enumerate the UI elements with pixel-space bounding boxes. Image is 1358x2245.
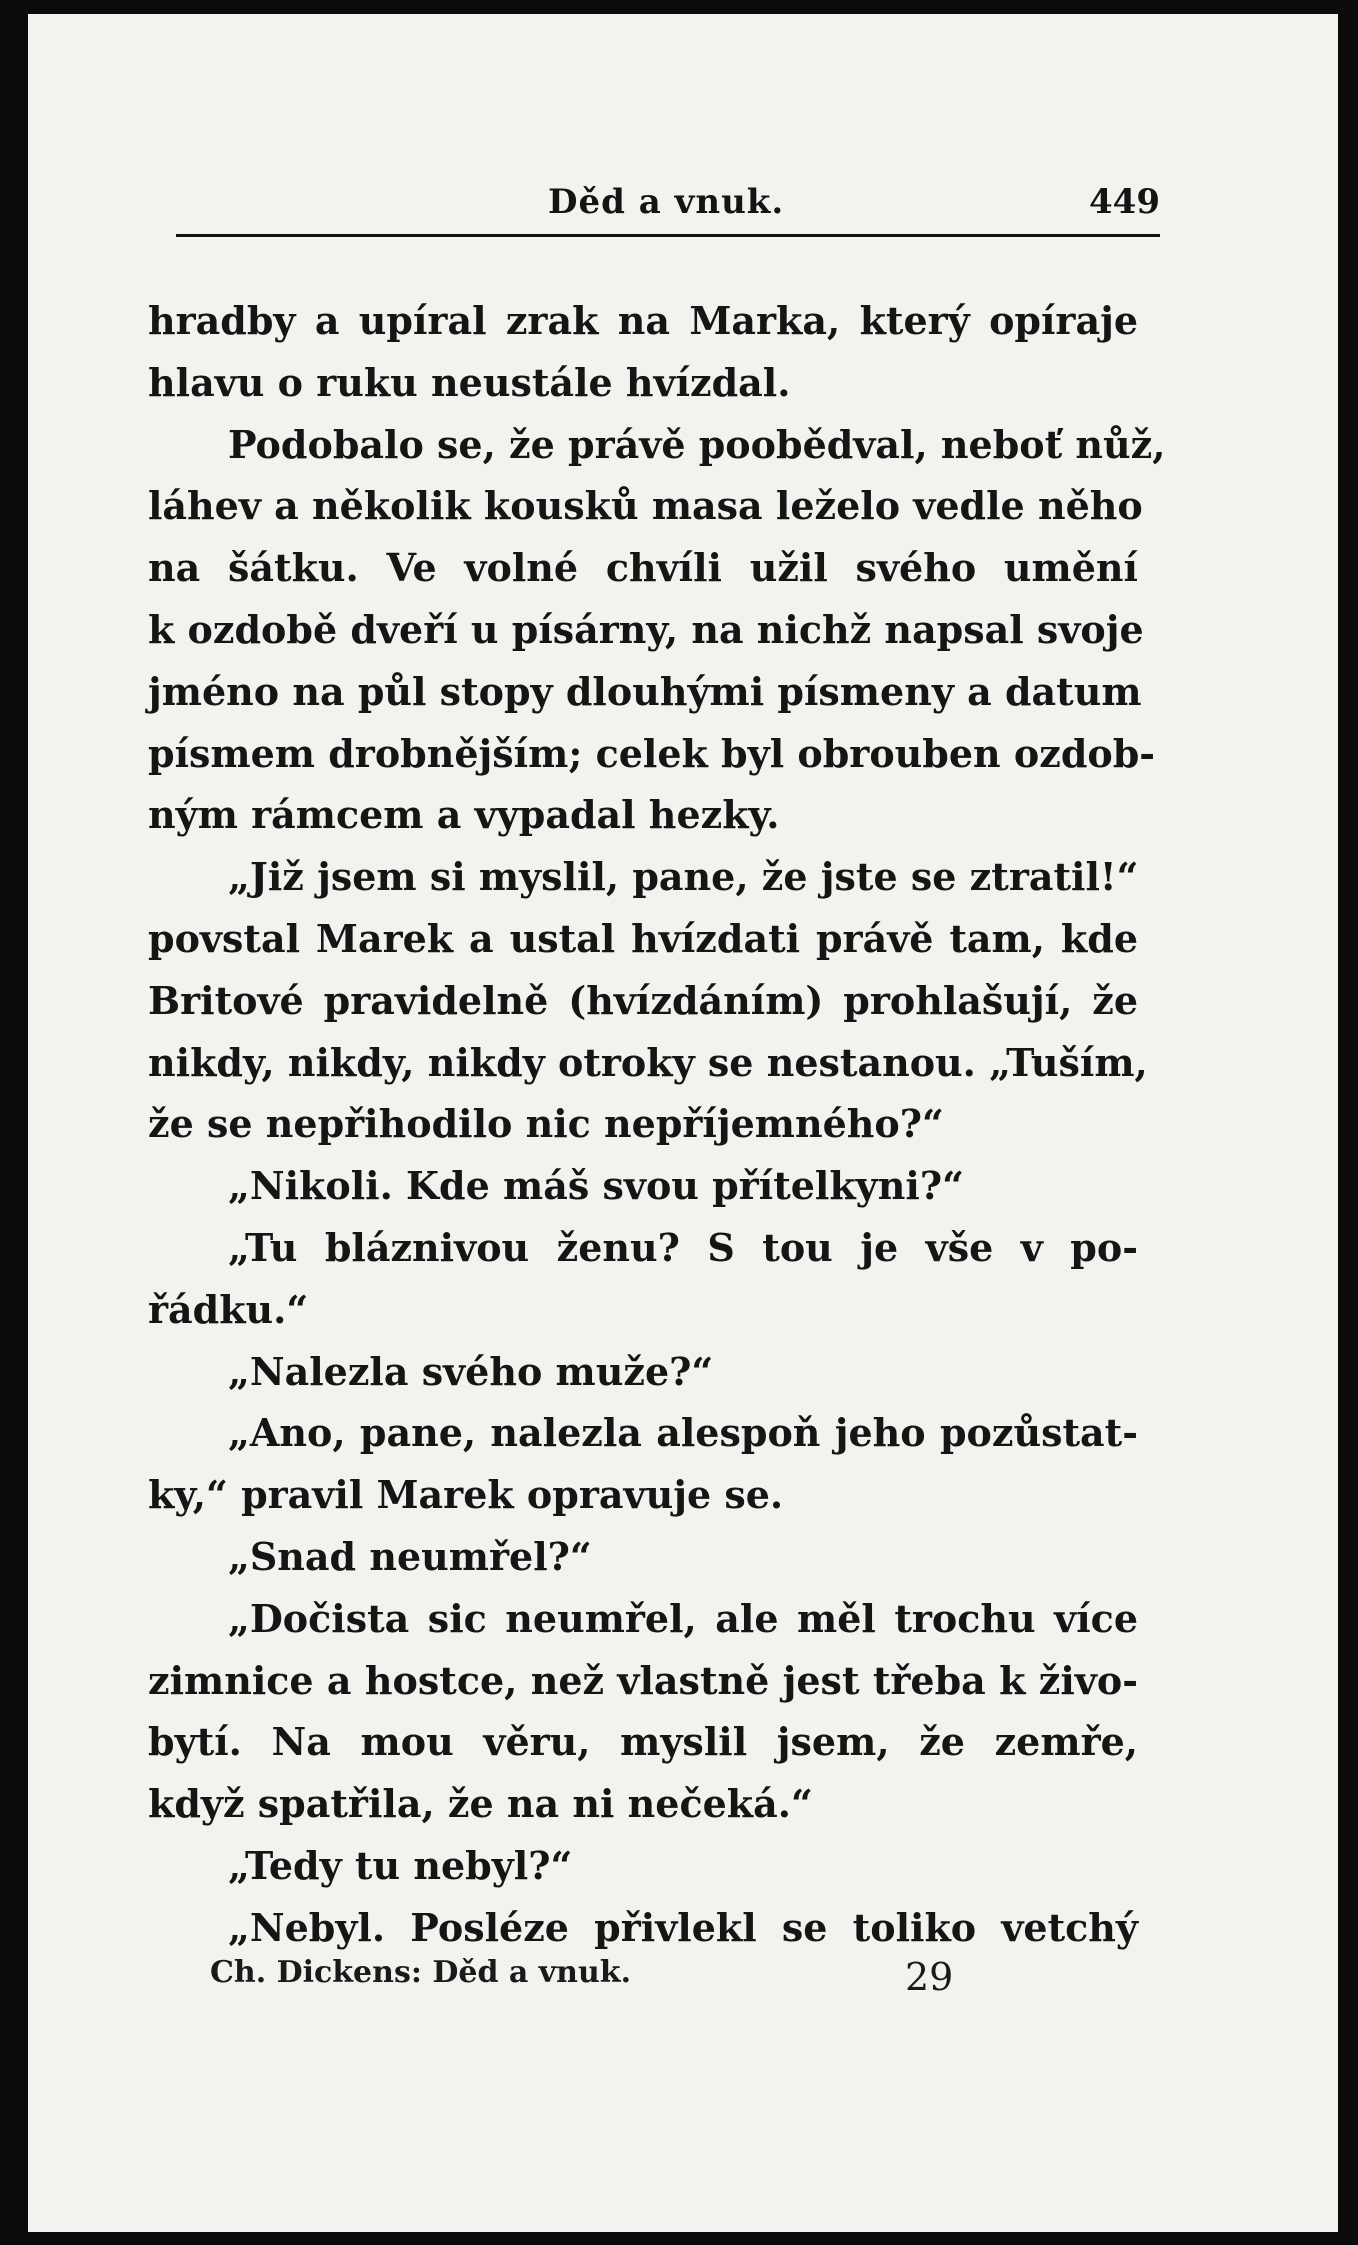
body-text	[148, 290, 1166, 1959]
page-header	[176, 182, 1160, 237]
text-line: na šátku. Ve volné chvíli užil svého umění	[148, 545, 1138, 591]
text-line: písmem drobnějším; celek byl obrouben ozdob-	[148, 730, 1156, 776]
text-line: „Snad neumřel?“	[228, 1533, 592, 1579]
text-line: láhev a několik kousků masa leželo vedle něho	[148, 483, 1143, 529]
text-line: Britové pravidelně (hvízdáním) prohlašují, že	[148, 977, 1138, 1023]
text-line: Podobalo se, že právě poobědval, neboť nůž,	[228, 421, 1166, 467]
text-line: „Již jsem si myslil, pane, že jste se ztratil!“	[228, 854, 1139, 900]
text-line: „Dočista sic neumřel, ale měl trochu více	[228, 1595, 1138, 1641]
text-line: že se nepřihodilo nic nepříjemného?“	[148, 1101, 944, 1147]
text-line: ným rámcem a vypadal hezky.	[148, 792, 780, 838]
page-footer	[210, 1955, 970, 2005]
text-line: ky,“ pravil Marek opravuje se.	[148, 1472, 784, 1518]
page-number: 449	[1089, 182, 1160, 222]
text-line: hradby a upíral zrak na Marka, který opíraje	[148, 298, 1138, 343]
text-line: hlavu o ruku neustále hvízdal.	[148, 359, 791, 405]
text-line: „Tu bláznivou ženu? S tou je vše v po-	[228, 1224, 1138, 1270]
text-line: „Ano, pane, nalezla alespoň jeho pozůstat-	[228, 1410, 1138, 1456]
text-line: „Tedy tu nebyl?“	[228, 1842, 573, 1888]
running-title: Děd a vnuk.	[548, 182, 785, 222]
text-line: řádku.“	[148, 1286, 309, 1332]
text-line: zimnice a hostce, než vlastně jest třeba k živo-	[148, 1657, 1138, 1703]
text-line: „Nikoli. Kde máš svou přítelkyni?“	[228, 1163, 964, 1209]
text-line: nikdy, nikdy, nikdy otroky se nestanou. „Tuším,	[148, 1039, 1148, 1085]
text-line: bytí. Na mou věru, myslil jsem, že zemře,	[148, 1719, 1138, 1765]
text-line: povstal Marek a ustal hvízdati právě tam, kde	[148, 915, 1138, 961]
text-line: jméno na půl stopy dlouhými písmeny a datum	[148, 668, 1142, 714]
text-line: „Nalezla svého muže?“	[228, 1348, 714, 1394]
text-line: „Nebyl. Posléze přivlekl se toliko vetchý	[228, 1904, 1138, 1950]
text-line: když spatřila, že na ni nečeká.“	[148, 1781, 813, 1827]
text-line: k ozdobě dveří u písárny, na nichž napsal svoje	[148, 606, 1144, 652]
footer-author-title: Ch. Dickens: Děd a vnuk.	[210, 1955, 632, 1990]
signature-mark: 29	[905, 1955, 954, 1999]
